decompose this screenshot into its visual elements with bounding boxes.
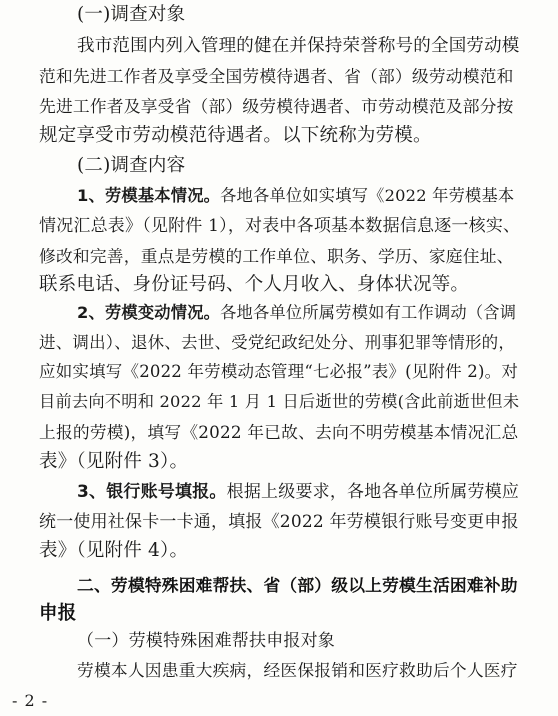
item-text: 各地各单位所属劳模如有工作调动（含调 <box>220 303 517 322</box>
paragraph-line <box>77 300 516 326</box>
paragraph-line <box>77 183 514 209</box>
paragraph-line: 先进工作者及享受省（部）级劳模待遇者、市劳动模范及部分按 <box>39 96 514 116</box>
paragraph-line: 范和先进工作者及享受全国劳模待遇者、省（部）级劳动模范和 <box>39 66 514 86</box>
paragraph-line: 统一使用社保卡一卡通，填报《2022 年劳模银行账号变更申报 <box>39 512 519 532</box>
paragraph-line: 情况汇总表》（见附件 1），对表中各项基本数据信息逐一核实、 <box>39 216 521 236</box>
paragraph-line: 我市范围内列入管理的健在并保持荣誉称号的全国劳动模 <box>77 36 520 56</box>
item-title-basic-info: 1、劳模基本情况。 <box>77 186 221 205</box>
item-title-bank-account: 3、银行账号填报。 <box>77 482 227 502</box>
paragraph-line: 修改和完善，重点是劳模的工作单位、职务、学历、家庭住址、 <box>39 246 514 266</box>
chapter-heading-2-continued: 申报 <box>39 603 77 624</box>
paragraph-line: 规定享受市劳动模范待遇者。以下统称为劳模。 <box>39 125 432 146</box>
paragraph-line: 应如实填写《2022 年劳模动态管理“七必报”表》(见附件 2)。对 <box>39 362 519 381</box>
paragraph-line: 上报的劳模)，填写《2022 年已故、去向不明劳模基本情况汇总 <box>39 422 519 442</box>
page-number: - 2 - <box>12 691 49 710</box>
chapter-heading-2: 二、劳模特殊困难帮扶、省（部）级以上劳模生活困难补助 <box>77 575 518 595</box>
paragraph-line: 联系电话、身份证号码、个人月收入、身体状况等。 <box>39 274 470 295</box>
paragraph-line: 目前去向不明和 2022 年 1 月 1 日后逝世的劳模(含此前逝世但未 <box>39 392 520 411</box>
paragraph-line: 劳模本人因患重大疾病，经医保报销和医疗救助后个人医疗 <box>77 660 518 680</box>
section-heading-survey-content: (二)调查内容 <box>77 155 186 176</box>
paragraph-line: 表》（见附件 3）。 <box>39 451 189 472</box>
paragraph-line <box>77 479 519 505</box>
item-text: 各地各单位如实填写《2022 年劳模基本 <box>220 186 515 205</box>
paragraph-line: 进、调出）、退休、去世、受党纪政纪处分、刑事犯罪等情形的， <box>39 333 516 352</box>
paragraph-line: 表》（见附件 4）。 <box>39 540 189 561</box>
subsection-heading: （一）劳模特殊困难帮扶申报对象 <box>77 631 335 651</box>
item-title-changes: 2、劳模变动情况。 <box>77 303 221 322</box>
section-heading-survey-target: (一)调查对象 <box>77 4 186 25</box>
item-text: 根据上级要求，各地各单位所属劳模应 <box>226 482 520 502</box>
